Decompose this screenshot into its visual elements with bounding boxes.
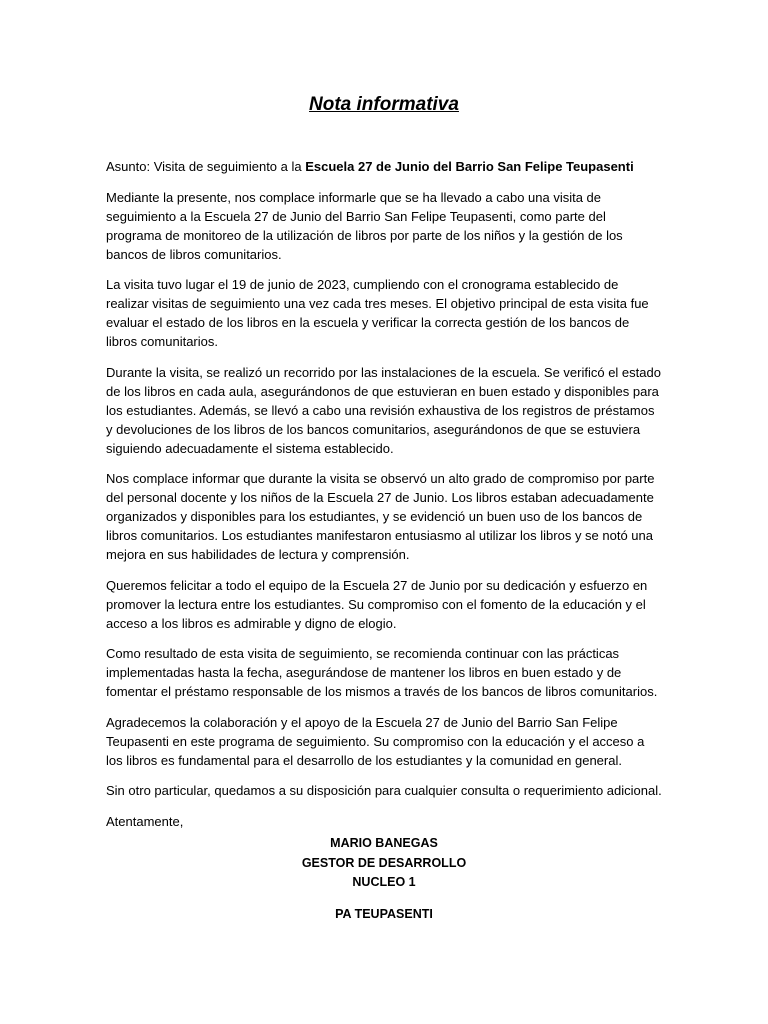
signer-position: GESTOR DE DESARROLLO: [301, 855, 467, 870]
signature-spacer: [106, 893, 662, 905]
subject-school: Escuela 27 de Junio del Barrio San Felipe Teupasenti: [305, 159, 634, 174]
signature-block: [106, 834, 662, 924]
subject-line: [106, 157, 662, 176]
paragraph-thanks: Agradecemos la colaboración y el apoyo de la Escuela 27 de Junio del Barrio San Felipe Teupasenti en este programa de seguimiento. Su compromiso con la educación y el acceso a los libros es fundamental para el desarrollo de los estudiantes y la comunidad en general.: [106, 714, 645, 768]
paragraph-findings: Nos complace informar que durante la visita se observó un alto grado de compromiso por parte del personal docente y los niños de la Escuela 27 de Junio. Los libros estaban adecuadamente organizados y disponibles para los estudiantes, y se evidenció un buen uso de los bancos de libros comunitarios. Los estudiantes manifestaron entusiasmo al utilizar los libros y se notó una mejora en sus habilidades de lectura y comprensión.: [106, 471, 655, 562]
paragraph-closing: Sin otro particular, quedamos a su disposición para cualquier consulta o requerimiento adicional.: [106, 783, 662, 798]
paragraph-intro: Mediante la presente, nos complace informarle que se ha llevado a cabo una visita de seguimiento a la Escuela 27 de Junio del Barrio San Felipe Teupasenti, como parte del programa de monitoreo de la utilización de libros por parte de los niños y la gestión de los bancos de libros comunitarios.: [106, 189, 623, 262]
document-body: [106, 157, 662, 842]
document-title: Nota informativa: [309, 94, 459, 115]
signer-office: PA TEUPASENTI: [335, 906, 433, 921]
subject-prefix: Asunto: Visita de seguimiento a la: [106, 159, 306, 174]
signer-name: MARIO BANEGAS: [330, 836, 438, 850]
paragraph-recommendation: Como resultado de esta visita de seguimiento, se recomienda continuar con las prácticas implementadas hasta la fecha, asegurándose de mantener los libros en buen estado y de fomentar el préstamo responsable de los mismos a través de los bancos de libros comunitarios.: [106, 646, 658, 699]
signer-unit: NUCLEO 1: [352, 875, 416, 889]
paragraph-valediction: Atentamente,: [106, 813, 184, 829]
paragraph-congratulations: Queremos felicitar a todo el equipo de la Escuela 27 de Junio por su dedicación y esfuerzo en promover la lectura entre los estudiantes. Su compromiso con el fomento de la educación y el acceso a los libros es admirable y digno de elogio.: [106, 577, 648, 631]
paragraph-visit-date: La visita tuvo lugar el 19 de junio de 2023, cumpliendo con el cronograma establecido de realizar visitas de seguimiento una vez cada tres meses. El objetivo principal de esta visita fue evaluar el estado de los libros en la escuela y verificar la correcta gestión de los bancos de libros comunitarios.: [106, 277, 649, 349]
paragraph-tour: Durante la visita, se realizó un recorrido por las instalaciones de la escuela. Se verificó el estado de los libros en cada aula, asegurándonos de que estuvieran en buen estado y disponibles para los estudiantes. Además, se llevó a cabo una revisión exhaustiva de los registros de préstamos y devoluciones de los libros de los bancos comunitarios, asegurándonos de que se estuviera siguiendo adecuadamente el sistema establecido.: [106, 364, 661, 456]
